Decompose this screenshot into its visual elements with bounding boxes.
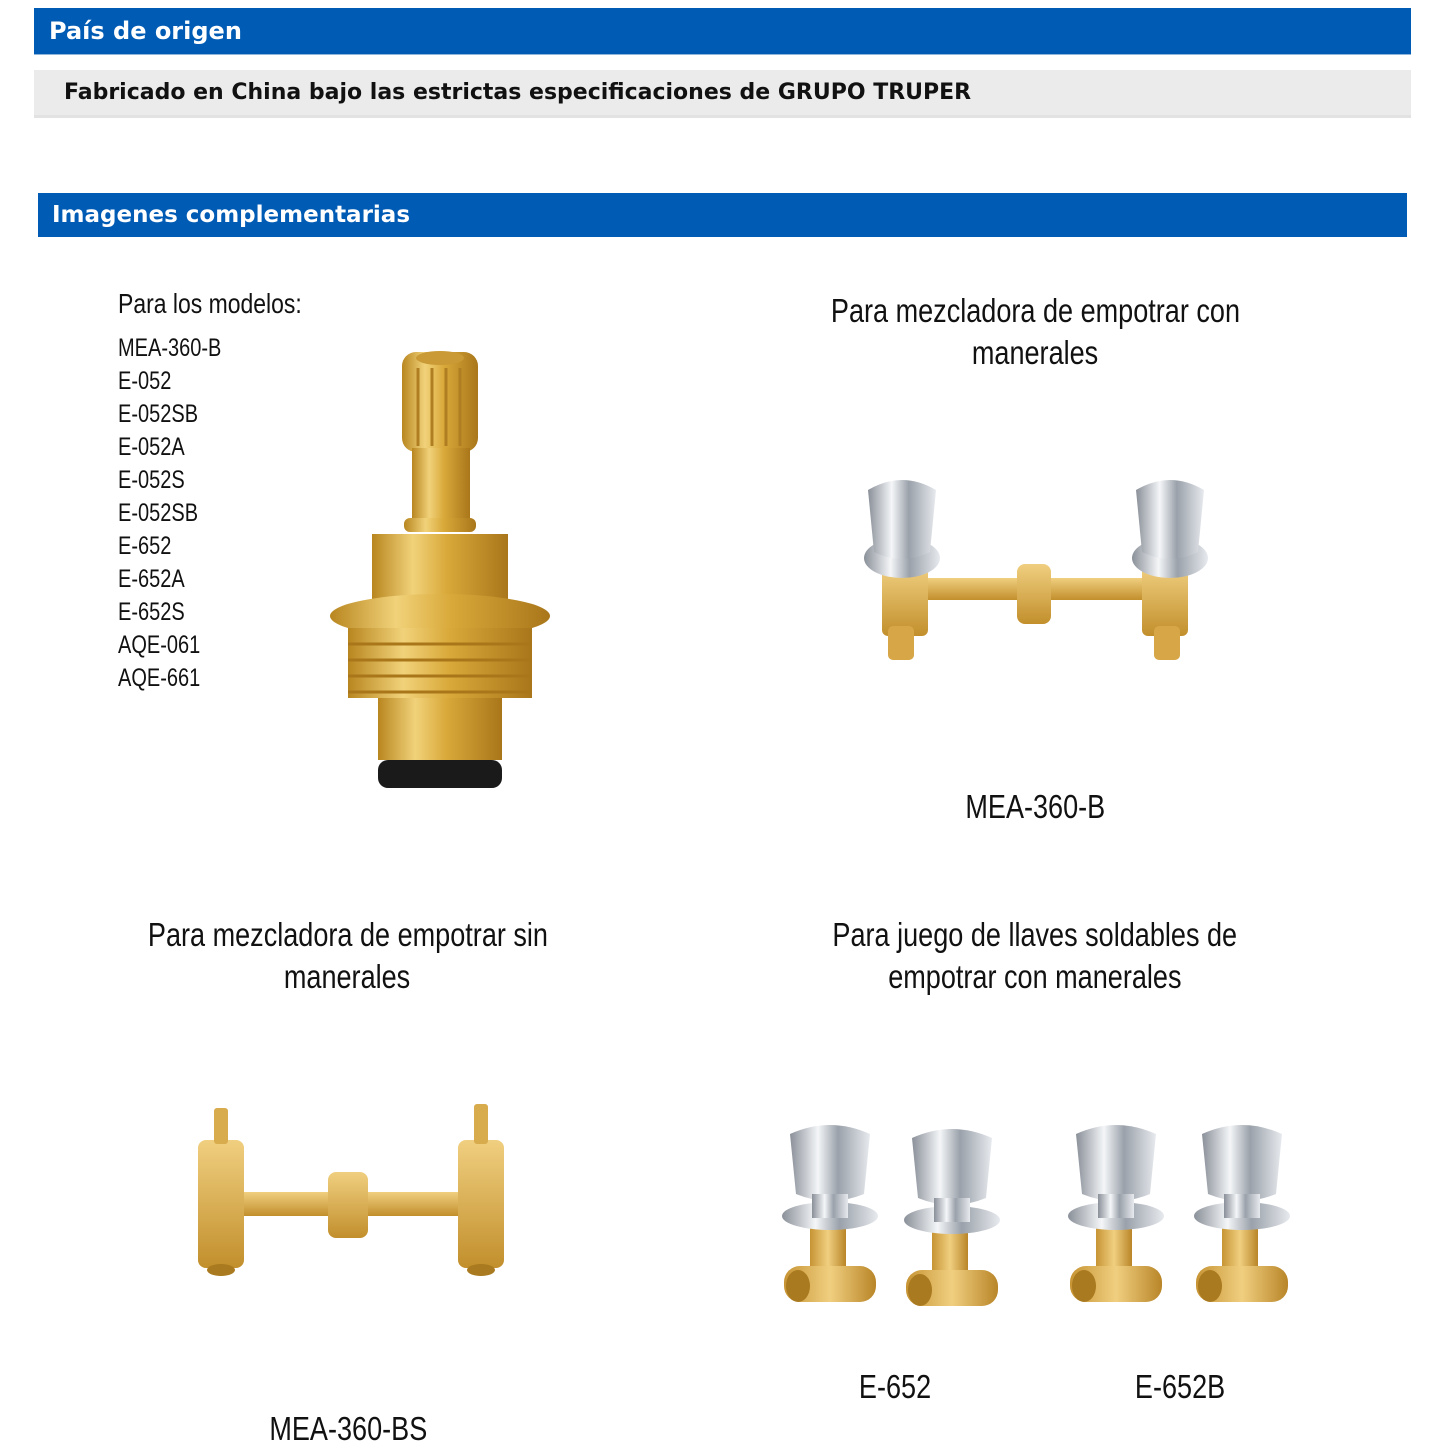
caption-mixer-with-handles: Para mezcladora de empotrar con manerales xyxy=(830,292,1240,371)
mixer-with-handles-image xyxy=(852,466,1212,666)
label-mea-360-bs: MEA-360-BS xyxy=(269,1410,427,1447)
origin-header: País de origen xyxy=(34,8,1411,55)
model-item: E-652S xyxy=(118,598,185,626)
model-item: E-052SB xyxy=(118,400,199,428)
solder-valve-sets-image xyxy=(780,1116,1290,1316)
models-title: Para los modelos: xyxy=(118,288,302,319)
model-item: AQE-061 xyxy=(118,631,201,659)
model-item: E-652 xyxy=(118,532,172,560)
images-header: Imagenes complementarias xyxy=(38,193,1407,237)
model-item: E-052A xyxy=(118,433,185,461)
models-list xyxy=(118,332,221,695)
label-e-652: E-652 xyxy=(858,1368,932,1405)
model-item: AQE-661 xyxy=(118,664,201,692)
model-item: E-052SB xyxy=(118,499,199,527)
caption-solder-valves: Para juego de llaves soldables de empotrar con manerales xyxy=(832,916,1238,995)
label-mea-360-b: MEA-360-B xyxy=(965,788,1105,825)
caption-mixer-without-handles: Para mezcladora de empotrar sin manerales xyxy=(147,916,548,995)
label-e-652b: E-652B xyxy=(1134,1368,1226,1405)
origin-text: Fabricado en China bajo las estrictas especificaciones de GRUPO TRUPER xyxy=(34,70,1411,118)
model-item: E-052 xyxy=(118,367,172,395)
mixer-without-handles-image xyxy=(178,1100,523,1280)
model-item: E-052S xyxy=(118,466,185,494)
model-item: MEA-360-B xyxy=(118,334,222,362)
model-item: E-652A xyxy=(118,565,185,593)
brass-cartridge-image xyxy=(328,348,552,792)
